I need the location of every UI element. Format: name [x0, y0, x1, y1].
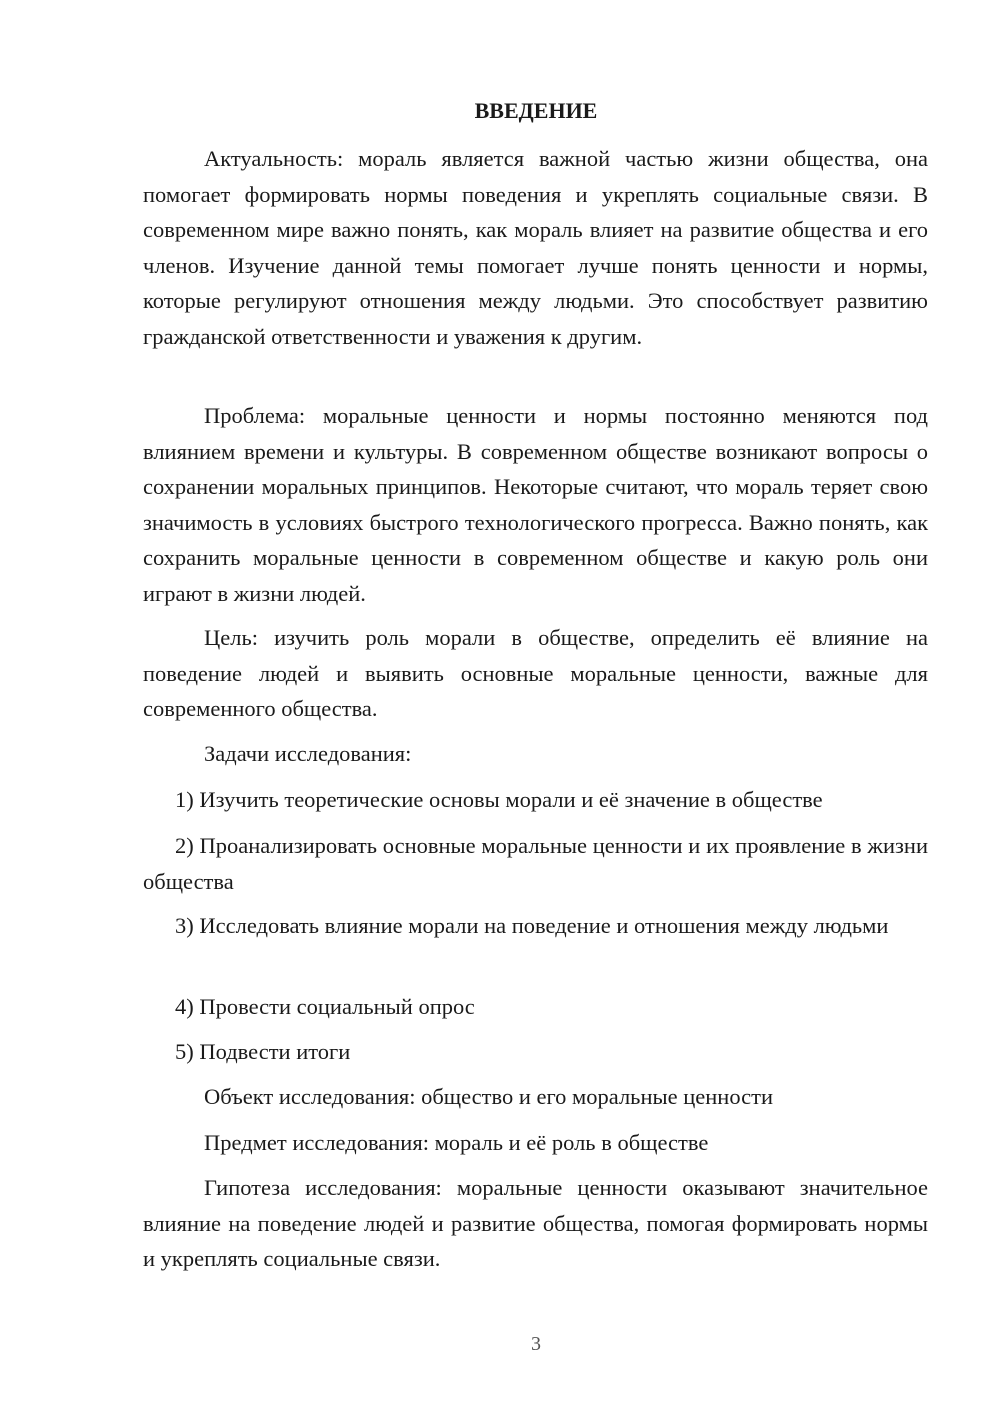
task-item-3: 3) Исследовать влияние морали на поведение и отношения между людьми: [175, 913, 889, 938]
paragraph-hypothesis: Гипотеза исследования: моральные ценности оказывают значительное влияние на поведение людей и развитие общества, помогая формировать нормы и укреплять социальные связи.: [143, 1175, 928, 1271]
page-number: 3: [531, 1333, 541, 1355]
task-item-1: 1) Изучить теоретические основы морали и её значение в обществе: [175, 787, 823, 812]
tasks-heading: Задачи исследования:: [204, 741, 412, 766]
task-item-2: 2) Проанализировать основные моральные ценности и их проявление в жизни общества: [143, 833, 928, 894]
section-title: ВВЕДЕНИЕ: [474, 98, 598, 123]
paragraph-object: Объект исследования: общество и его моральные ценности: [204, 1084, 773, 1109]
paragraph-relevance: Актуальность: мораль является важной частью жизни общества, она помогает формировать нормы поведения и укреплять социальные связи. В современном мире важно понять, как мораль влияет на развитие общества и его членов. Изучение данной темы помогает лучше понять ценности и нормы, которые регулируют отношения между людьми. Это способствует развитию гражданской ответственности и уважения к другим.: [143, 146, 928, 349]
paragraph-subject: Предмет исследования: мораль и её роль в обществе: [204, 1130, 709, 1155]
task-item-4: 4) Провести социальный опрос: [175, 994, 475, 1019]
task-item-5: 5) Подвести итоги: [175, 1039, 351, 1064]
paragraph-problem: Проблема: моральные ценности и нормы постоянно меняются под влиянием времени и культуры. В современном обществе возникают вопросы о сохранении моральных принципов. Некоторые считают, что мораль теряет свою значимость в условиях быстрого технологического прогресса. Важно понять, как сохранить моральные ценности в современном обществе и какую роль они играют в жизни людей.: [143, 403, 928, 606]
paragraph-goal: Цель: изучить роль морали в обществе, определить её влияние на поведение людей и выявить основные моральные ценности, важные для современного общества.: [143, 625, 928, 721]
